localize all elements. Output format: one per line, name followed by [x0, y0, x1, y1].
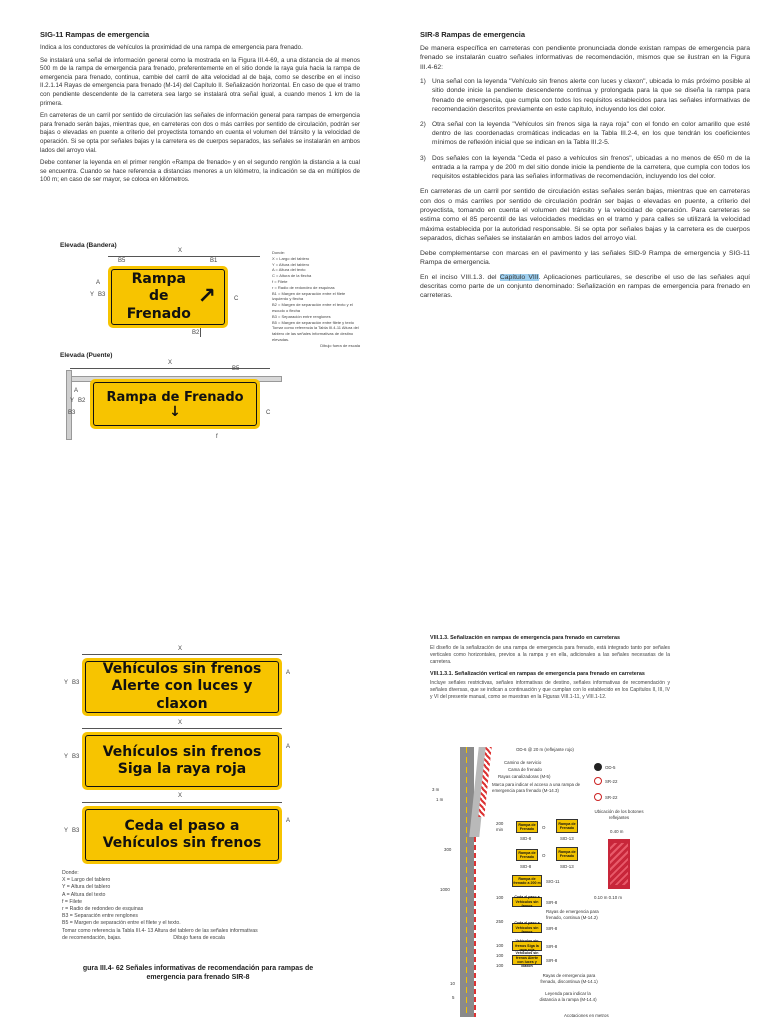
- arrow-up-right-icon: ↗: [197, 284, 216, 310]
- paragraph: [420, 273, 750, 301]
- paragraph: Debe contener la leyenda en el primer renglón «Rampa de frenado» y en el segundo renglón la distancia a la cual se encuentra. Cuando se hace referencia a distancias menores a un kilómetro, la indicación se da en múltiplos de 100 m; en caso de ser mayor, se coloca en kilómetros.: [40, 159, 360, 184]
- bridge-column: [66, 370, 75, 440]
- label-o: O: [542, 853, 546, 858]
- label-bandera: Elevada (Bandera): [60, 242, 117, 249]
- dim-3m: 3 m: [432, 787, 440, 792]
- figure-caption: [48, 964, 348, 982]
- paragraph: Indica a los conductores de vehículos la proximidad de una rampa de emergencia para frenado.: [40, 44, 303, 51]
- sign-ceda-el-paso: [82, 806, 282, 864]
- sign-alerte-con-luces: Vehículos sin frenos Alerte con luces y claxon: [512, 955, 542, 965]
- sign-siga-la-raya-roja: Vehículos sin frenos Siga la raya roja: [512, 941, 542, 951]
- dim-b3: B3: [98, 292, 106, 298]
- sign-rampa-frenado: Rampa de Frenado: [556, 847, 578, 861]
- rampa-diagram: [430, 747, 670, 1024]
- sign-alerte-con-luces: [82, 658, 282, 716]
- legend-list: [272, 250, 360, 349]
- dim-y: Y: [64, 680, 69, 686]
- definition-item: X = Largo del tablero: [62, 877, 111, 884]
- list-number: 2): [420, 121, 426, 129]
- definition-item: B5 = Margen de separación entre el filete y el texto.: [62, 920, 181, 927]
- sign-ceda-el-paso: Ceda el paso a Vehículos sin frenos: [512, 897, 542, 907]
- definition-item: Donde:: [62, 870, 79, 876]
- dim-250: 250: [496, 919, 504, 924]
- legend-item: C = Altura de la flecha: [272, 273, 312, 279]
- emergency-line: [474, 837, 476, 1017]
- label-marca: Marca para indicar el acceso a una rampa de emergencia para frenado (M-14.3): [492, 782, 581, 793]
- od5-icon: [594, 763, 602, 771]
- paragraph: Debe complementarse con marcas en el pavimento y las señales SID-9 Rampa de emergencia y SIG-11 Rampa de emergencia.: [420, 249, 750, 267]
- label-sid13: SID-13: [560, 836, 574, 841]
- text-span: En el inciso VIII.1.3. del: [420, 273, 500, 281]
- dim-c: C: [266, 410, 271, 416]
- dim-040: 0.40 m: [610, 829, 624, 834]
- label-ubicacion: Ubicación de los botones reflejantes: [594, 809, 644, 820]
- dim-min: min: [496, 827, 504, 832]
- definition-item: r = Radio de redondeo de esquinas: [62, 906, 144, 913]
- sign-rampa-frenado: Rampa de Frenado: [556, 819, 578, 833]
- dim-y: Y: [90, 292, 95, 298]
- dim-b5: B5: [118, 258, 126, 264]
- legend-item: r = Radio de redondeo de esquinas: [272, 284, 335, 290]
- legend-item: Dibujo fuera de escala: [320, 342, 360, 348]
- definitions-list: [62, 870, 322, 942]
- list-text: Una señal con la leyenda "Vehículo sin frenos alerte con luces y claxon", ubicada lo más próximo posible al sitio donde inicie la pendiente descendente continua y prolongada para la que se diseña la rampa para frenado de emergencia, que cumpla con todos los requisitos establecidos para las señales informativas de recomendación descritos previamente en este capítulo, incluyendo los del color.: [432, 78, 750, 113]
- page-sir8: [420, 30, 750, 390]
- sign-line-2: Siga la raya roja: [117, 761, 247, 777]
- dim-y: Y: [70, 398, 75, 404]
- label-od6: OD-6 @ 20 m (reflejante rojo): [516, 747, 574, 752]
- dim-a: A: [96, 280, 101, 286]
- text-span: . Aplicaciones particulares, se describe el uso de las señales aquí descritas como parte de un conjunto denominado: Señalización en rampas de emergencia para frenado en carreteras.: [420, 273, 750, 300]
- legend-item: Y = Altura del tablero: [272, 261, 310, 267]
- legend-item: B5 = Margen de separación entre filete y texto: [272, 319, 354, 325]
- label-sir8: SIR-8: [546, 926, 558, 931]
- legend-item: Tomar como referencia la Tabla III.4-11 Altura del tablero de las señales informativas de destino elevadas.: [272, 325, 359, 342]
- label-leyenda: Leyenda para indicar la distancia a la rampa (M-14.4): [539, 991, 597, 1002]
- label-sir8: SIR-8: [546, 944, 558, 949]
- label-sir8: SIR-8: [546, 900, 558, 905]
- sign-rampa-de-frenado-puente: [90, 379, 260, 429]
- label-sid8: SID-8: [520, 836, 532, 841]
- label-sr22-a: SR-22: [605, 779, 618, 784]
- sign-line-1: Vehículos sin frenos: [102, 660, 262, 677]
- dim-x: X: [178, 248, 183, 254]
- sign-rampa-de-frenado-bandera: [108, 266, 228, 328]
- heading-viii-1-3: VIII.1.3. Señalización en rampas de emergencia para frenado en carreteras: [430, 635, 620, 641]
- dim-10: 10: [450, 981, 455, 986]
- dim-b3: B3: [68, 410, 76, 416]
- dim-100: 100: [496, 895, 504, 900]
- caption-line: gura III.4- 62 Señales informativas de recomendación para rampas de: [82, 965, 314, 972]
- sign-line-2: Vehículos sin frenos: [102, 835, 262, 851]
- sign-ceda-el-paso: Ceda el paso a Vehículos sin frenos: [512, 923, 542, 933]
- paragraph: Se instalará una señal de información general como la mostrada en la Figura III.4-69, a una distancia de al menos 500 m de la rampa de emergencia para frenado, preferentemente en el sitio donde la raya guía hacia la rampa de emergencia para frenado, continua, cambie del carril de alta velocidad al de baja, como se describe en el inciso II.2.1.14 Rayas de emergencia para frenado (M-14) del Capítulo II. Señalización horizontal. En caso de que el tramo con pendiente descendente de la carretera sea largo se instalará otra señal igual, a cuando menos 1 km de la primera.: [40, 56, 360, 107]
- list-text: Dos señales con la leyenda "Ceda el paso a vehículos sin frenos", ubicadas a no menos de 650 m de la entrada a la rampa y de 200 m del sitio donde inicie la pendiente de la carretera, que cumpla con todos los requisitos establecidos para las señales informativas de recomendación, incluyendo los del color.: [432, 154, 750, 181]
- legend-item: A = Altura del texto: [272, 267, 306, 273]
- dim-5: 5: [452, 995, 455, 1000]
- dim-300: 300: [444, 847, 452, 852]
- definition-item: de recomendación, bajas. Dibujo fuera de escala: [62, 934, 225, 941]
- dim-a: A: [74, 388, 79, 394]
- dim-line-x: [82, 728, 282, 729]
- dim-line-x: [82, 654, 282, 655]
- dim-1m: 1 m: [436, 797, 444, 802]
- list-number: 1): [420, 78, 426, 86]
- dim-100: 100: [496, 953, 504, 958]
- definition-item: f = Filete: [62, 898, 83, 905]
- legend-item: X = Largo del tablero: [272, 255, 310, 261]
- sign-line-1: Ceda el paso a: [124, 817, 240, 834]
- label-puente: Elevada (Puente): [60, 352, 113, 359]
- dim-y: Y: [64, 828, 69, 834]
- sign-rampa-frenado: Rampa de Frenado: [516, 849, 538, 861]
- dim-a: A: [286, 744, 291, 750]
- dim-line-x: [82, 802, 282, 803]
- label-sir8: SIR-8: [546, 958, 558, 963]
- dim-010: 0.10 m 0.10 m: [594, 895, 623, 900]
- dim-b2: B2: [78, 398, 86, 404]
- dim-c: C: [234, 296, 239, 302]
- label-sid8: SID-8: [520, 864, 532, 869]
- dim-a: A: [286, 818, 291, 824]
- paragraph: El diseño de la señalización de una rampa de emergencia para frenado, está integrado tanto por señales verticales como horizontales, previos a la rampa y en ella, adicionales a las señales necesarias de la carretera.: [430, 645, 670, 665]
- sign-text: Rampa de Frenado: [106, 389, 244, 405]
- list-item: [420, 154, 750, 182]
- sign-siga-la-raya-roja: [82, 732, 282, 790]
- label-od5: OD-5: [605, 765, 616, 770]
- label-camino: Camino de servicio: [504, 760, 542, 765]
- dim-200: 200: [496, 821, 504, 826]
- road-center-line: [466, 747, 467, 1017]
- dim-y: Y: [64, 754, 69, 760]
- sign-line-2: Alerte con luces y claxon: [111, 678, 253, 712]
- legend-item: B1 = Margen de separación entre el filete izquierdo y flecha: [272, 290, 346, 302]
- label-rayas-continua: Rayas de emergencia para frenado, continua (M-14.2): [546, 909, 599, 920]
- dim-b1: B1: [210, 258, 218, 264]
- dim-b3: B3: [72, 754, 80, 760]
- sr22-icon: [594, 777, 602, 785]
- definition-item: A = Altura del texto: [62, 891, 106, 898]
- dim-b5: B5: [232, 366, 240, 372]
- dim-100: 100: [496, 963, 504, 968]
- dim-b3: B3: [72, 680, 80, 686]
- heading-sig11: SIG-11 Rampas de emergencia: [40, 30, 150, 39]
- page-figure-sir8: [40, 640, 360, 1020]
- arrow-down-icon: ↓: [169, 404, 181, 421]
- label-sid13: SID-13: [560, 864, 574, 869]
- definition-item: Tomar como referencia la Tabla III.4- 13 Altura del tablero de las señales informativas: [62, 927, 258, 934]
- page-viii-1-3: [430, 635, 760, 1024]
- sign-sig11: Rampa de frenado a 200 m: [513, 876, 541, 885]
- paragraph: De manera específica en carreteras con pendiente pronunciada donde existan rampas de emergencia para frenado se instalarán cuatro señales informativas de recomendación, mismos que se ilustran en la Figura III.4-62:: [420, 45, 750, 71]
- paragraph: Incluye señales restrictivas, señales informativas de destino, señales informativas de recomendación y señales diversas, que se indican a continuación y que cumplan con lo establecido en los Capítulos II, III, IV y VI del presente manual, como se muestran en la Figuras VIII.1-11, y VIII.1-12.: [430, 680, 670, 700]
- heading-viii-1-3-1: VIII.1.3.1. Señalización vertical en rampas de emergencia para frenado en carreteras: [430, 671, 645, 677]
- dim-line-x: [108, 256, 260, 257]
- label-rayas-discontinua: Rayas de emergencia para frenado, discontinua (M-14.1): [540, 973, 598, 984]
- legend-item: B2 = Margen de separación entre el texto y el escudo o flecha: [272, 302, 353, 313]
- dim-b3: B3: [72, 828, 80, 834]
- sign-line-1: Rampa de: [131, 270, 186, 305]
- label-sr22-b: SR-22: [605, 795, 618, 800]
- list-text: Otra señal con la leyenda "Vehículos sin frenos siga la raya roja" con el fondo en color amarillo que esté dentro de las coordenadas cromáticas indicadas en la Tabla III.2-4, en los que tendrán los coeficientes mínimos de reflexión inicial que se indican en la Tabla III.2-5.: [432, 121, 750, 147]
- label-o: O: [542, 825, 546, 830]
- page-sig11: [40, 30, 360, 460]
- dim-line-x: [70, 368, 270, 369]
- dim-b2: B2: [192, 330, 200, 336]
- label-cama: Cama de frenado: [508, 767, 542, 772]
- legend-item: Donde:: [272, 250, 285, 255]
- sign-line-1: Vehículos sin frenos: [102, 743, 262, 760]
- dim-x: X: [168, 360, 173, 366]
- dim-x: X: [178, 646, 183, 652]
- dim-1000: 1000: [440, 887, 450, 892]
- label-sig11: SIG-11: [546, 879, 560, 884]
- list-item: [420, 120, 750, 148]
- dim-a: A: [286, 670, 291, 676]
- list-item: [420, 77, 750, 114]
- sign-line-2: Frenado: [126, 305, 191, 322]
- legend-item: f = Filete: [272, 278, 288, 284]
- dim-f: f: [216, 434, 218, 440]
- list-number: 3): [420, 154, 426, 162]
- sr22-icon: [594, 793, 602, 801]
- dim-x: X: [178, 793, 183, 799]
- dim-x: X: [178, 720, 183, 726]
- label-rayas: Rayas canalizadoras (M-5): [498, 774, 551, 779]
- label-acotaciones: Acotaciones en metros: [564, 1013, 609, 1018]
- heading-sir8: SIR-8 Rampas de emergencia: [420, 30, 526, 39]
- paragraph: En carreteras de un carril por sentido de circulación estas señales serán bajas, mientras que en carreteras con dos o más carriles por sentido de circulación podrán ser bajas o elevadas en puente, a criterio del proyectista, tomando en cuenta el volumen del tránsito y la velocidad de operación. Para carreteras se estima como el 85 percentil de las velocidades medidas en el tramo y para calles se utilizará la velocidad máxima establecida por la autoridad responsable. Si se opta por señales bajas y la carretera es de cuerpos separados, dichas señales se instalarán en ambos lados del arroyo vial.: [420, 188, 750, 243]
- dim-100: 100: [496, 943, 504, 948]
- reflector-pattern: [610, 843, 628, 885]
- caption-line: emergencia para frenado SIR-8: [146, 974, 250, 981]
- highlighted-text[interactable]: Capítulo VIII: [499, 273, 539, 281]
- definition-item: B3 = Separación entre renglones: [62, 913, 138, 920]
- sign-rampa-frenado: Rampa de Frenado: [516, 821, 538, 833]
- definition-item: Y = Altura del tablero: [62, 884, 111, 891]
- paragraph: En carreteras de un carril por sentido de circulación las señales de información general para rampas de emergencia para frenado serán bajas, mientras que, en carreteras con dos o más carriles por sentido de circulación, podrán ser bajas o elevadas en puente a criterio del proyectista tomando en cuenta el volumen del tránsito y la velocidad de operación. Si se opta por señales bajas y la carretera es de cuerpos separados, las señales se instalarán en ambos lados del arroyo vial.: [40, 112, 360, 154]
- legend-item: B3 = Separación entre renglones: [272, 313, 331, 319]
